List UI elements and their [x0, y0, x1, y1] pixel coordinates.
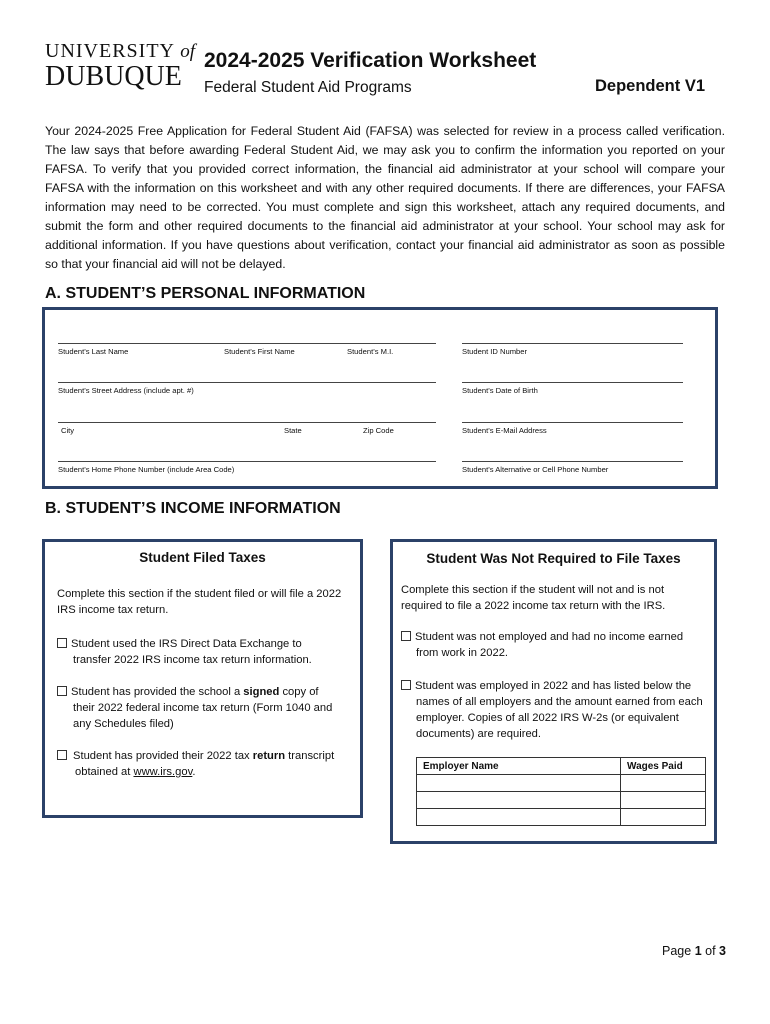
table-row: [417, 792, 706, 809]
name-input-line[interactable]: [58, 343, 436, 344]
logo-of: of: [180, 41, 196, 62]
employer-name-cell[interactable]: [417, 775, 621, 792]
filed-option-dde[interactable]: [57, 636, 342, 668]
filed-taxes-title: Student Filed Taxes: [139, 550, 266, 565]
employed-option-label: Student was employed in 2022 and has listed below the names of all employers and the amount earned from each employer. Copies of all 2022 IRS W-2s (or equivalent documents) are required.: [415, 680, 703, 740]
employer-name-cell[interactable]: [417, 792, 621, 809]
signed-return-label-bold: signed: [243, 686, 280, 698]
employed-checkbox[interactable]: [401, 680, 411, 690]
student-id-input-line[interactable]: [462, 343, 683, 344]
document-title: 2024-2025 Verification Worksheet: [204, 49, 537, 72]
no-income-option-label: Student was not employed and had no income earned from work in 2022.: [415, 631, 684, 659]
last-name-label: Student’s Last Name: [58, 347, 129, 356]
personal-info-box: [42, 307, 718, 489]
document-version: Dependent V1: [595, 77, 706, 95]
logo-line1: UNIVERSITY: [45, 40, 175, 62]
employer-name-header: Employer Name: [417, 758, 621, 775]
signed-return-checkbox[interactable]: [57, 686, 67, 696]
page-total: 3: [719, 944, 726, 958]
transcript-label-mid: transcript obtained at: [75, 750, 335, 778]
no-income-checkbox[interactable]: [401, 631, 411, 641]
filed-option-transcript[interactable]: [57, 748, 342, 780]
dde-option-label: Student used the IRS Direct Data Exchange to transfer 2022 IRS income tax return information.: [71, 638, 312, 666]
transcript-label-pre: Student has provided their 2022 tax: [73, 750, 253, 762]
filed-taxes-intro: Complete this section if the student filed or will file a 2022 IRS income tax return.: [57, 588, 342, 616]
document-subtitle: Federal Student Aid Programs: [204, 79, 412, 96]
home-phone-label: Student’s Home Phone Number (include Area Code): [58, 465, 235, 474]
transcript-label-bold: return: [252, 750, 286, 762]
first-name-label: Student’s First Name: [224, 347, 295, 356]
home-phone-input-line[interactable]: [58, 461, 436, 462]
irs-link[interactable]: www.irs.gov: [133, 766, 193, 778]
intro-paragraph: Your 2024-2025 Free Application for Federal Student Aid (FAFSA) was selected for review in a process called verification. The law says that before awarding Federal Student Aid, we may ask you to confirm the information you reported on your FAFSA. To verify that you provided correct information, the financial aid administrator at your school will compare your FAFSA with the information on this worksheet and with any other required documents. If there are differences, your FAFSA information may need to be corrected. You must complete and sign this worksheet, attach any required documents, and submit the form and other required documents to the financial aid administrator at your school. Your school may ask for additional information. If you have questions about verification, contact your financial aid administrator as soon as possible so that your financial aid will not be delayed.: [45, 124, 725, 271]
page-of: of: [705, 944, 716, 958]
section-a-heading: A. STUDENT’S PERSONAL INFORMATION: [45, 285, 366, 302]
street-input-line[interactable]: [58, 382, 436, 383]
dde-checkbox[interactable]: [57, 638, 67, 648]
dob-label: Student’s Date of Birth: [462, 386, 538, 395]
state-label: State: [284, 426, 302, 435]
mi-label: Student’s M.I.: [347, 347, 394, 356]
transcript-checkbox[interactable]: [57, 750, 67, 760]
section-b-heading: B. STUDENT’S INCOME INFORMATION: [45, 500, 341, 517]
wages-paid-cell[interactable]: [621, 775, 706, 792]
table-row: [417, 775, 706, 792]
employer-name-cell[interactable]: [417, 809, 621, 826]
student-id-label: Student ID Number: [462, 347, 527, 356]
signed-return-label-post: copy of their 2022 federal income tax return (Form 1040 and any Schedules filed): [73, 686, 333, 730]
wages-paid-cell[interactable]: [621, 809, 706, 826]
transcript-label-post: .: [192, 766, 196, 778]
email-label: Student’s E-Mail Address: [462, 426, 547, 435]
wages-paid-header: Wages Paid: [621, 758, 706, 775]
employer-table-header: [417, 758, 706, 775]
not-required-option-employed[interactable]: [401, 678, 706, 742]
filed-taxes-panel: [42, 539, 363, 818]
page-number: [662, 944, 726, 958]
signed-return-label-pre: Student has provided the school a: [71, 686, 244, 698]
page-current: 1: [694, 944, 702, 958]
not-required-title: Student Was Not Required to File Taxes: [426, 551, 681, 566]
filed-option-signed-return[interactable]: [57, 684, 342, 732]
not-required-option-no-income[interactable]: [401, 629, 701, 661]
city-state-zip-input-line[interactable]: [58, 422, 436, 423]
wages-paid-cell[interactable]: [621, 792, 706, 809]
email-input-line[interactable]: [462, 422, 683, 423]
employer-table: [416, 757, 706, 826]
street-label: Student’s Street Address (include apt. #): [58, 386, 194, 395]
city-label: City: [61, 426, 75, 435]
table-row: [417, 809, 706, 826]
not-required-intro: Complete this section if the student will not and is not required to file a 2022 income tax return with the IRS.: [401, 584, 666, 612]
alt-phone-input-line[interactable]: [462, 461, 683, 462]
university-logo: [45, 40, 197, 91]
zip-label: Zip Code: [363, 426, 394, 435]
dob-input-line[interactable]: [462, 382, 683, 383]
alt-phone-label: Student’s Alternative or Cell Phone Number: [462, 465, 609, 474]
page-word: Page: [662, 944, 692, 958]
logo-line2: DUBUQUE: [45, 61, 182, 92]
